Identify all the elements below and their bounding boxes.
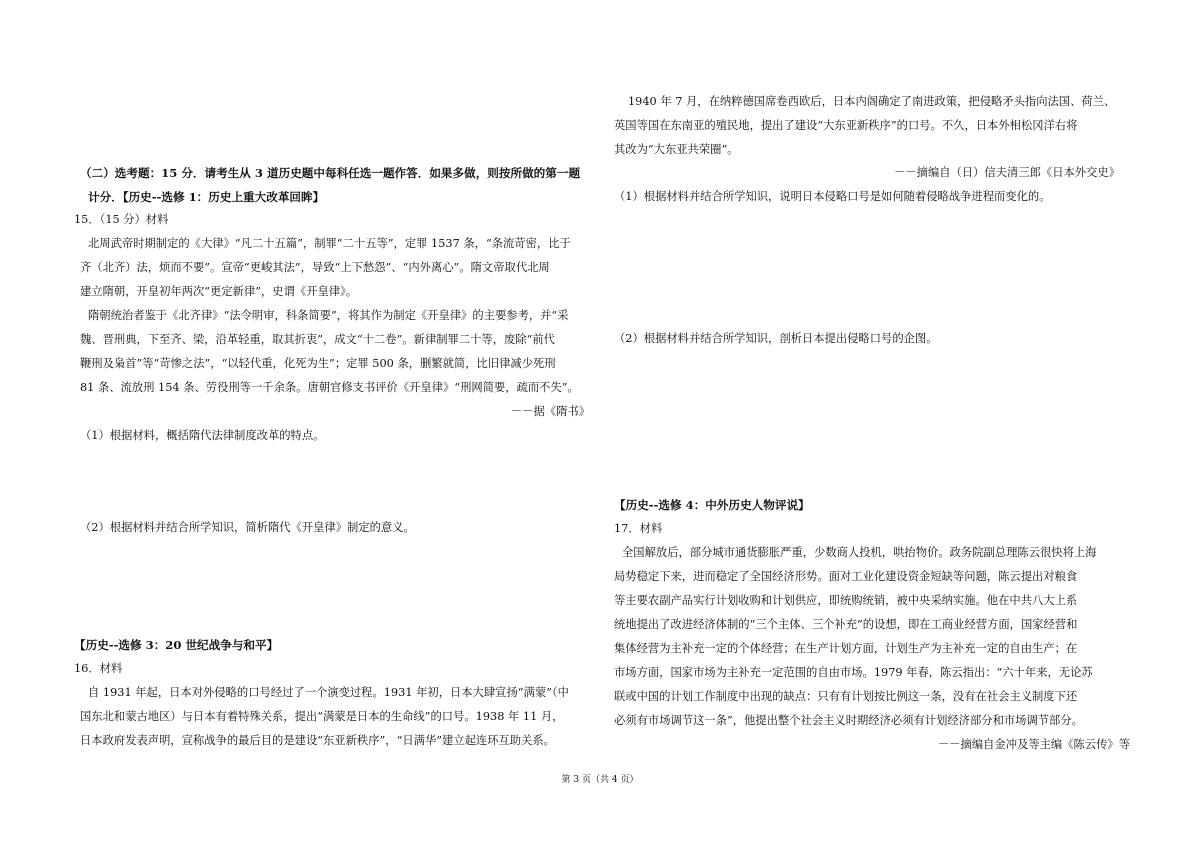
module-heading-text: 【历史--选修 3：20 世纪战争与和平】 bbox=[74, 638, 279, 652]
subquestion-text: （1）根据材料，概括隋代法律制度改革的特点。 bbox=[80, 429, 325, 442]
text-line: 81 条、流放刑 154 条、劳役刑等一千余条。唐朝官修支书评价《开皇律》“刑网简要，疏而不失”。 bbox=[80, 381, 579, 394]
q17-material-paragraph bbox=[614, 541, 1096, 733]
page-number-footer: 第 3 页（共 4 页） bbox=[561, 775, 639, 785]
header-line-1: （二）选考题：15 分．请考生从 3 道历史题中每科任选一题作答．如果多做，则按所做的第一题 bbox=[80, 166, 581, 180]
q16-subquestion-1 bbox=[614, 185, 1050, 209]
text-line: 集体经营为主补充一定的个体经营；在生产计划方面，计划生产为主补充一定的自由生产；在 bbox=[614, 642, 1078, 655]
q17-title bbox=[614, 517, 662, 541]
text-line: 日本政府发表声明，宣称战争的最后目的是建设“东亚新秩序”，“日满华”建立起连环互助关系。 bbox=[80, 734, 555, 747]
q17-source bbox=[938, 733, 1130, 757]
q16-source bbox=[894, 161, 1120, 185]
q16-material-paragraph-1 bbox=[80, 681, 569, 753]
subquestion-text: （1）根据材料并结合所学知识，说明日本侵略口号是如何随着侵略战争进程而变化的。 bbox=[614, 190, 1051, 203]
q15-title-text: 15．（15 分）材料 bbox=[74, 213, 169, 226]
source-text: －－摘编自金冲及等主编《陈云传》等 bbox=[937, 738, 1130, 751]
q15-material-paragraph-2 bbox=[80, 304, 579, 400]
q15-subquestion-1 bbox=[80, 424, 324, 448]
text-line: 局势稳定下来，进而稳定了全国经济形势。面对工业化建设资金短缺等问题，陈云提出对粮食 bbox=[614, 570, 1078, 583]
text-line: 魏、晋刑典，下至齐、梁，沿革轻重，取其折衷”，成文“十二卷”。新律制罪二十等，废除“前代 bbox=[80, 333, 555, 346]
q16-title bbox=[74, 657, 122, 681]
q16-material-paragraph-2 bbox=[614, 90, 1115, 162]
q15-subquestion-2 bbox=[80, 516, 415, 540]
text-line: 其改为“大东亚共荣圈”。 bbox=[614, 143, 739, 156]
q16-title-text: 16．材料 bbox=[74, 662, 123, 675]
source-text: －－据《隋书》 bbox=[510, 405, 590, 418]
text-line: 齐（北齐）法，烦而不要”。宣帝“更峻其法”，导致“上下愁怨”、“内外离心”。隋文帝取代北周 bbox=[80, 261, 550, 274]
text-line: 统地提出了改进经济体制的“三个主体、三个补充”的设想，即在工商业经营方面，国家经营和 bbox=[614, 618, 1078, 631]
source-text: －－摘编自（日）信夫清三郎《日本外交史》 bbox=[894, 166, 1120, 179]
subquestion-text: （2）根据材料并结合所学知识，剖析日本提出侵略口号的企图。 bbox=[614, 332, 938, 345]
text-line: 1940 年 7 月，在纳粹德国席卷西欧后，日本内阁确定了南进政策，把侵略矛头指向法国、荷兰、 bbox=[628, 95, 1116, 108]
q17-title-text: 17．材料 bbox=[614, 522, 663, 535]
module-4-heading bbox=[614, 493, 810, 517]
subquestion-text: （2）根据材料并结合所学知识，简析隋代《开皇律》制定的意义。 bbox=[80, 521, 415, 534]
header-line-2: 计分．【历史--选修 1：历史上重大改革回眸】 bbox=[88, 190, 325, 204]
text-line: 联或中国的计划工作制度中出现的缺点：只有有计划按比例这一条，没有在社会主义制度下还 bbox=[614, 690, 1078, 703]
module-heading-text: 【历史--选修 4：中外历史人物评说】 bbox=[614, 498, 810, 512]
text-line: 等主要农副产品实行计划收购和计划供应，即统购统销，被中央采纳实施。他在中共八大上系 bbox=[614, 594, 1078, 607]
q15-title bbox=[74, 208, 168, 232]
elective-section-header bbox=[80, 161, 580, 209]
text-line: 市场方面，国家市场为主补充一定范围的自由市场。1979 年春，陈云指出：“六十年来，无论苏 bbox=[614, 666, 1093, 679]
text-line: 隋朝统治者鉴于《北齐律》“法令明审，科条简要”，将其作为制定《开皇律》的主要参考，并“采 bbox=[88, 309, 569, 322]
q15-source bbox=[511, 400, 590, 424]
text-line: 全国解放后，部分城市通货膨胀严重，少数商人投机，哄抬物价。政务院副总理陈云很快将上海 bbox=[622, 546, 1097, 559]
text-line: 建立隋朝，开皇初年两次“更定新律”，史谓《开皇律》。 bbox=[80, 285, 358, 298]
text-line: 鞭刑及枭首”等“苛惨之法”，“以轻代重，化死为生”；定罪 500 条，删繁就简，比旧律减少死刑 bbox=[80, 357, 556, 370]
text-line: 自 1931 年起，日本对外侵略的口号经过了一个演变过程。1931 年初，日本大肆宣扬“满蒙”（中 bbox=[88, 686, 569, 699]
module-3-heading bbox=[74, 633, 278, 657]
text-line: 必须有市场调节这一条”，他提出整个社会主义时期经济必须有计划经济部分和市场调节部分。 bbox=[614, 714, 1083, 727]
q16-subquestion-2 bbox=[614, 327, 938, 351]
q15-material-paragraph-1 bbox=[80, 232, 571, 304]
text-line: 国东北和蒙古地区）与日本有着特殊关系，提出“满蒙是日本的生命线”的口号。1938 年 11 月， bbox=[80, 710, 564, 723]
text-line: 北周武帝时期制定的《大律》“凡二十五篇”，制罪“二十五等”，定罪 1537 条，“条流苛密，比于 bbox=[88, 237, 571, 250]
text-line: 英国等国在东南亚的殖民地，提出了建设“大东亚新秩序”的口号。不久，日本外相松冈洋右将 bbox=[614, 119, 1078, 132]
